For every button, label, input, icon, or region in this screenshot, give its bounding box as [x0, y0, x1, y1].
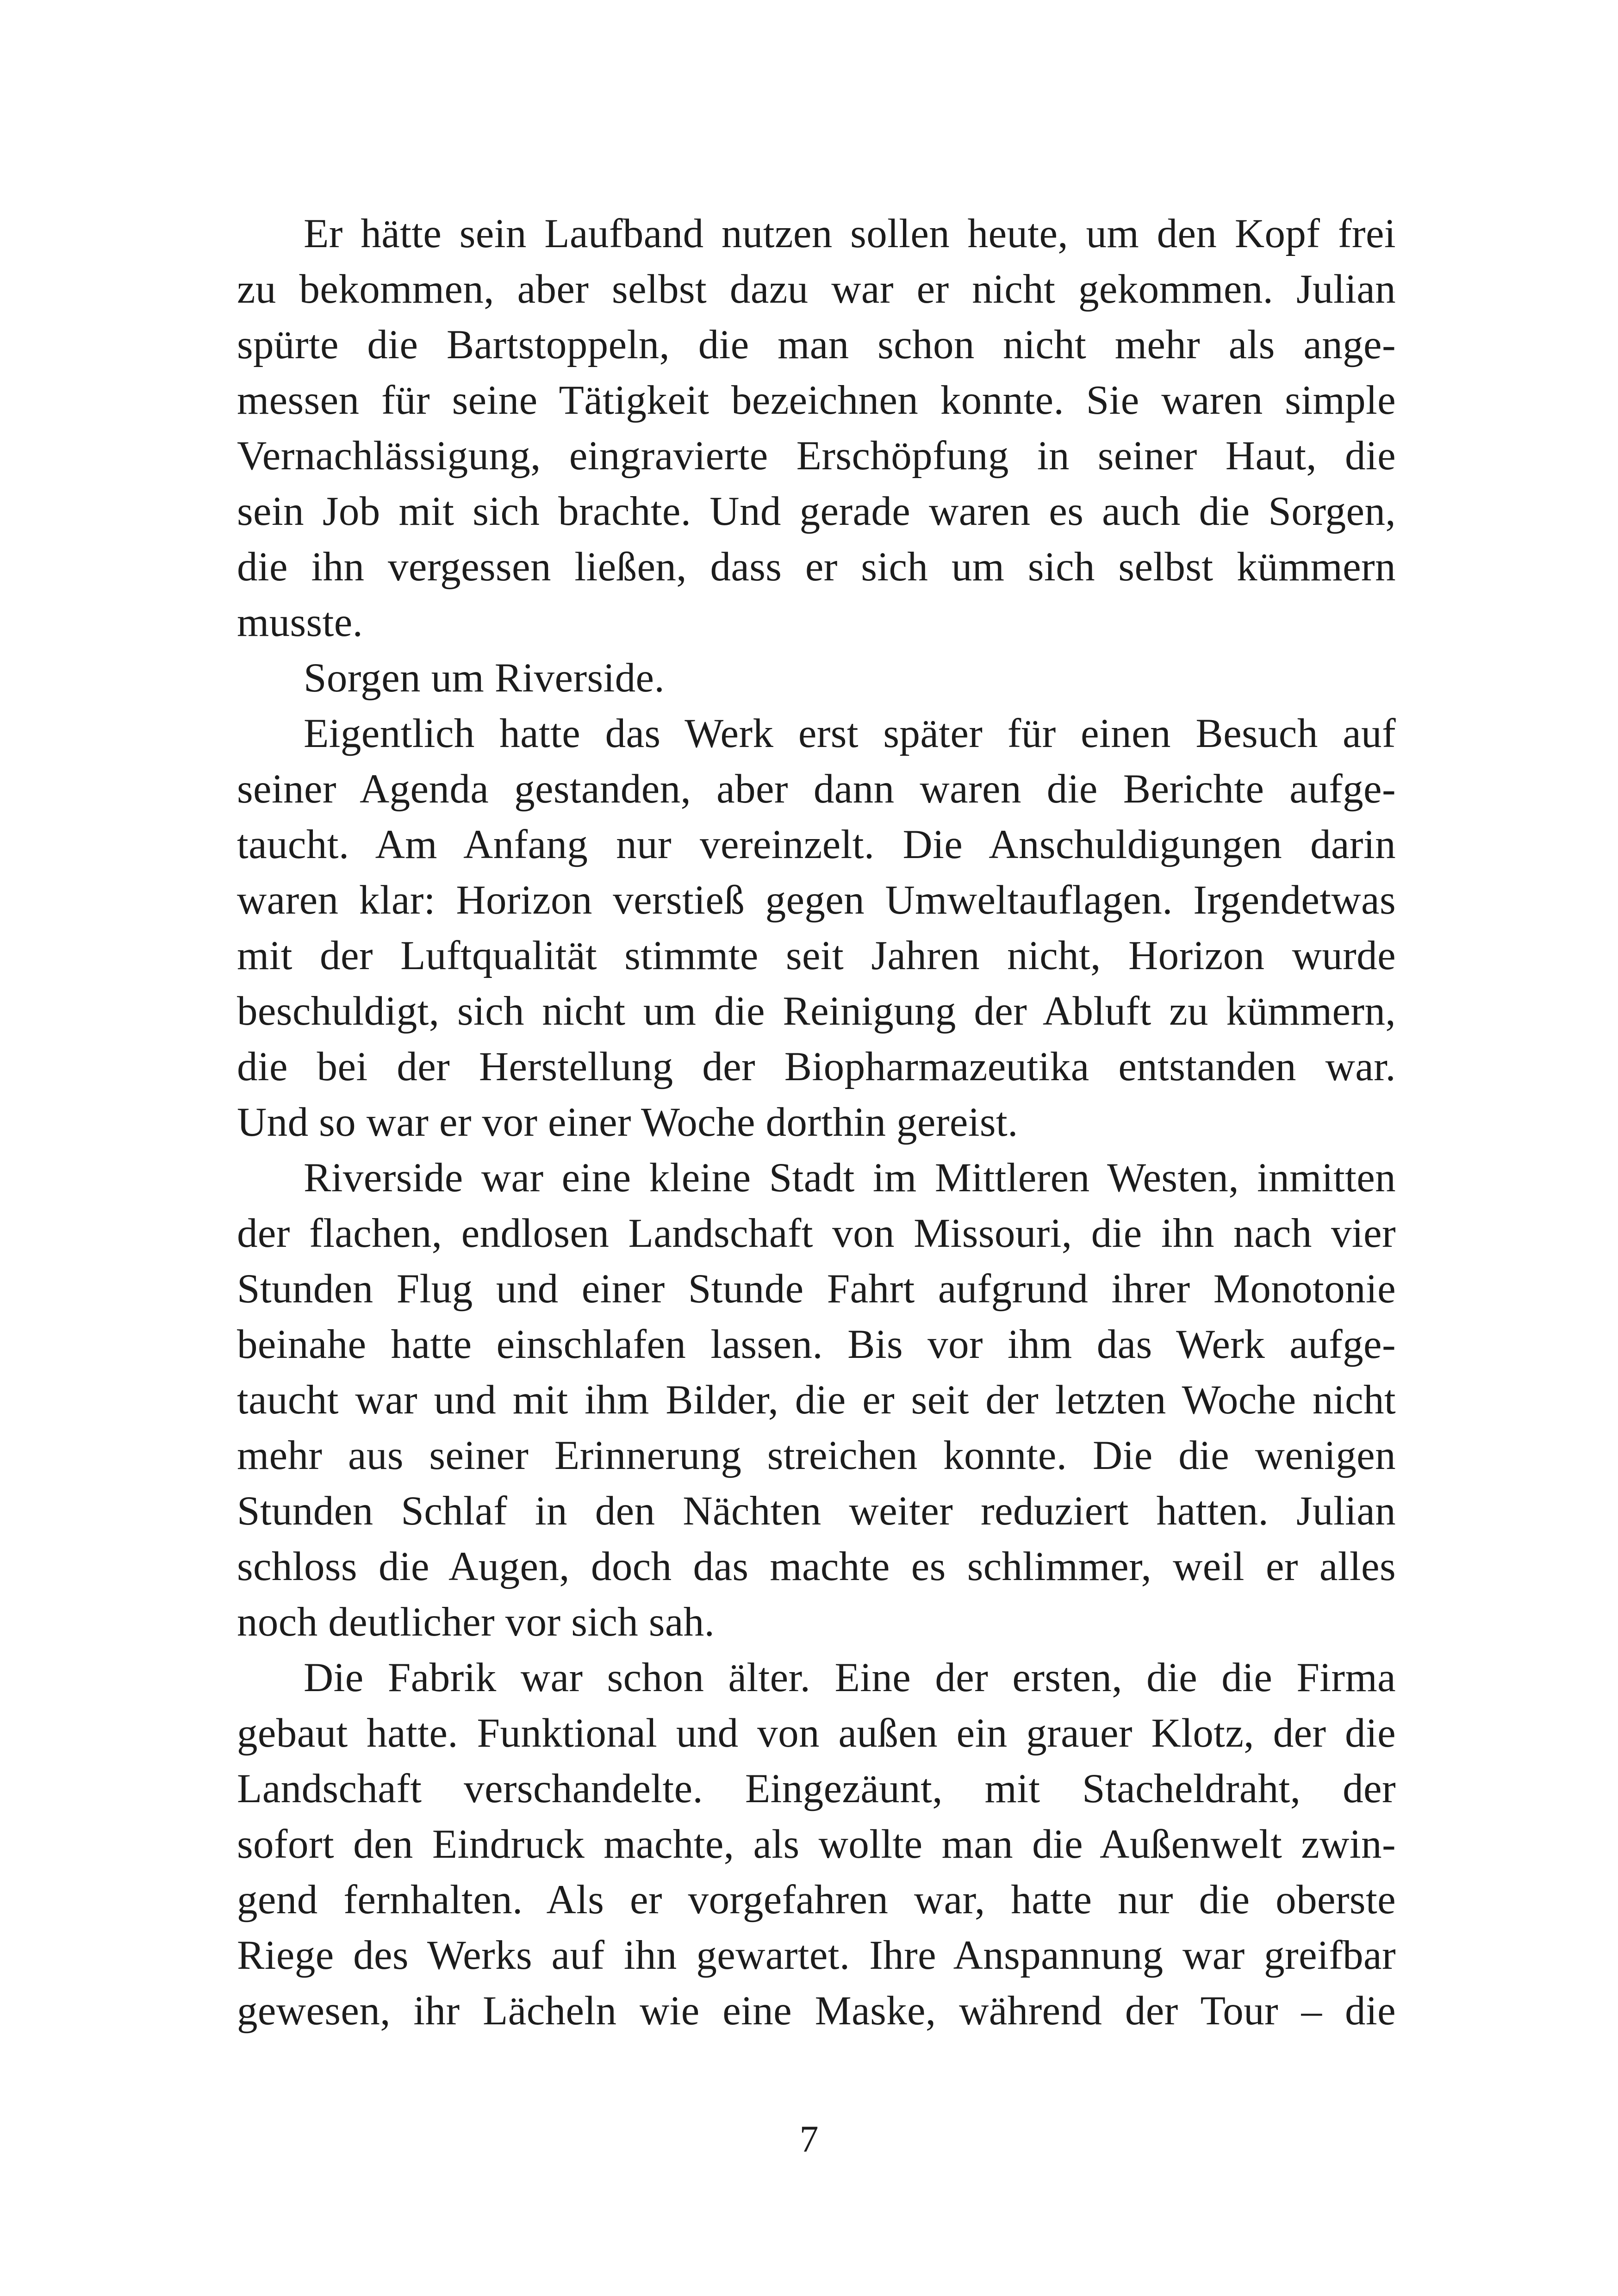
text-line: schloss die Augen, doch das machte es schlimmer, weil er alles	[237, 1544, 1396, 1589]
text-line: die ihn vergessen ließen, dass er sich um sich selbst kümmern	[237, 544, 1396, 590]
text-line: sein Job mit sich brachte. Und gerade waren es auch die Sorgen,	[237, 489, 1396, 534]
text-line: Riverside war eine kleine Stadt im Mittleren Westen, inmitten	[304, 1155, 1396, 1201]
body-text	[237, 206, 1396, 2039]
text-line: mit der Luftqualität stimmte seit Jahren nicht, Horizon wurde	[237, 933, 1396, 978]
text-line: noch deutlicher vor sich sah.	[237, 1599, 715, 1645]
text-line: Er hätte sein Laufband nutzen sollen heute, um den Kopf frei	[304, 211, 1396, 256]
text-line: spürte die Bartstoppeln, die man schon nicht mehr als ange-	[237, 322, 1396, 367]
text-line: der flachen, endlosen Landschaft von Missouri, die ihn nach vier	[237, 1211, 1396, 1256]
text-line: sofort den Eindruck machte, als wollte man die Außenwelt zwin-	[237, 1822, 1396, 1867]
text-line: taucht war und mit ihm Bilder, die er seit der letzten Woche nicht	[237, 1377, 1396, 1423]
text-line: Vernachlässigung, eingravierte Erschöpfung in seiner Haut, die	[237, 433, 1396, 479]
text-line: Und so war er vor einer Woche dorthin gereist.	[237, 1100, 1018, 1145]
text-line: Sorgen um Riverside.	[304, 655, 665, 701]
text-line: Eigentlich hatte das Werk erst später für einen Besuch auf	[304, 711, 1396, 756]
text-line: gend fernhalten. Als er vorgefahren war, hatte nur die oberste	[237, 1877, 1396, 1923]
text-line: Die Fabrik war schon älter. Eine der ersten, die die Firma	[304, 1655, 1396, 1700]
text-line: gebaut hatte. Funktional und von außen ein grauer Klotz, der die	[237, 1711, 1396, 1756]
text-line: Landschaft verschandelte. Eingezäunt, mit Stacheldraht, der	[237, 1766, 1396, 1811]
text-line: musste.	[237, 600, 363, 645]
text-line: zu bekommen, aber selbst dazu war er nicht gekommen. Julian	[237, 267, 1396, 312]
text-line: waren klar: Horizon verstieß gegen Umweltauflagen. Irgendetwas	[237, 877, 1396, 923]
text-line: Stunden Flug und einer Stunde Fahrt aufgrund ihrer Monotonie	[237, 1266, 1396, 1312]
text-line: seiner Agenda gestanden, aber dann waren die Berichte aufge-	[237, 766, 1396, 812]
text-line: Stunden Schlaf in den Nächten weiter reduziert hatten. Julian	[237, 1488, 1396, 1534]
text-line: messen für seine Tätigkeit bezeichnen konnte. Sie waren simple	[237, 378, 1396, 423]
text-line: mehr aus seiner Erinnerung streichen konnte. Die die wenigen	[237, 1433, 1396, 1478]
text-line: die bei der Herstellung der Biopharmazeutika entstanden war.	[237, 1044, 1396, 1089]
text-line: beschuldigt, sich nicht um die Reinigung der Abluft zu kümmern,	[237, 989, 1396, 1034]
text-line: gewesen, ihr Lächeln wie eine Maske, während der Tour – die	[237, 1988, 1396, 2034]
text-line: Riege des Werks auf ihn gewartet. Ihre Anspannung war greifbar	[237, 1933, 1396, 1978]
text-line: taucht. Am Anfang nur vereinzelt. Die Anschuldigungen darin	[237, 822, 1396, 867]
text-line: beinahe hatte einschlafen lassen. Bis vor ihm das Werk aufge-	[237, 1322, 1396, 1367]
page-number: 7	[799, 2118, 819, 2160]
